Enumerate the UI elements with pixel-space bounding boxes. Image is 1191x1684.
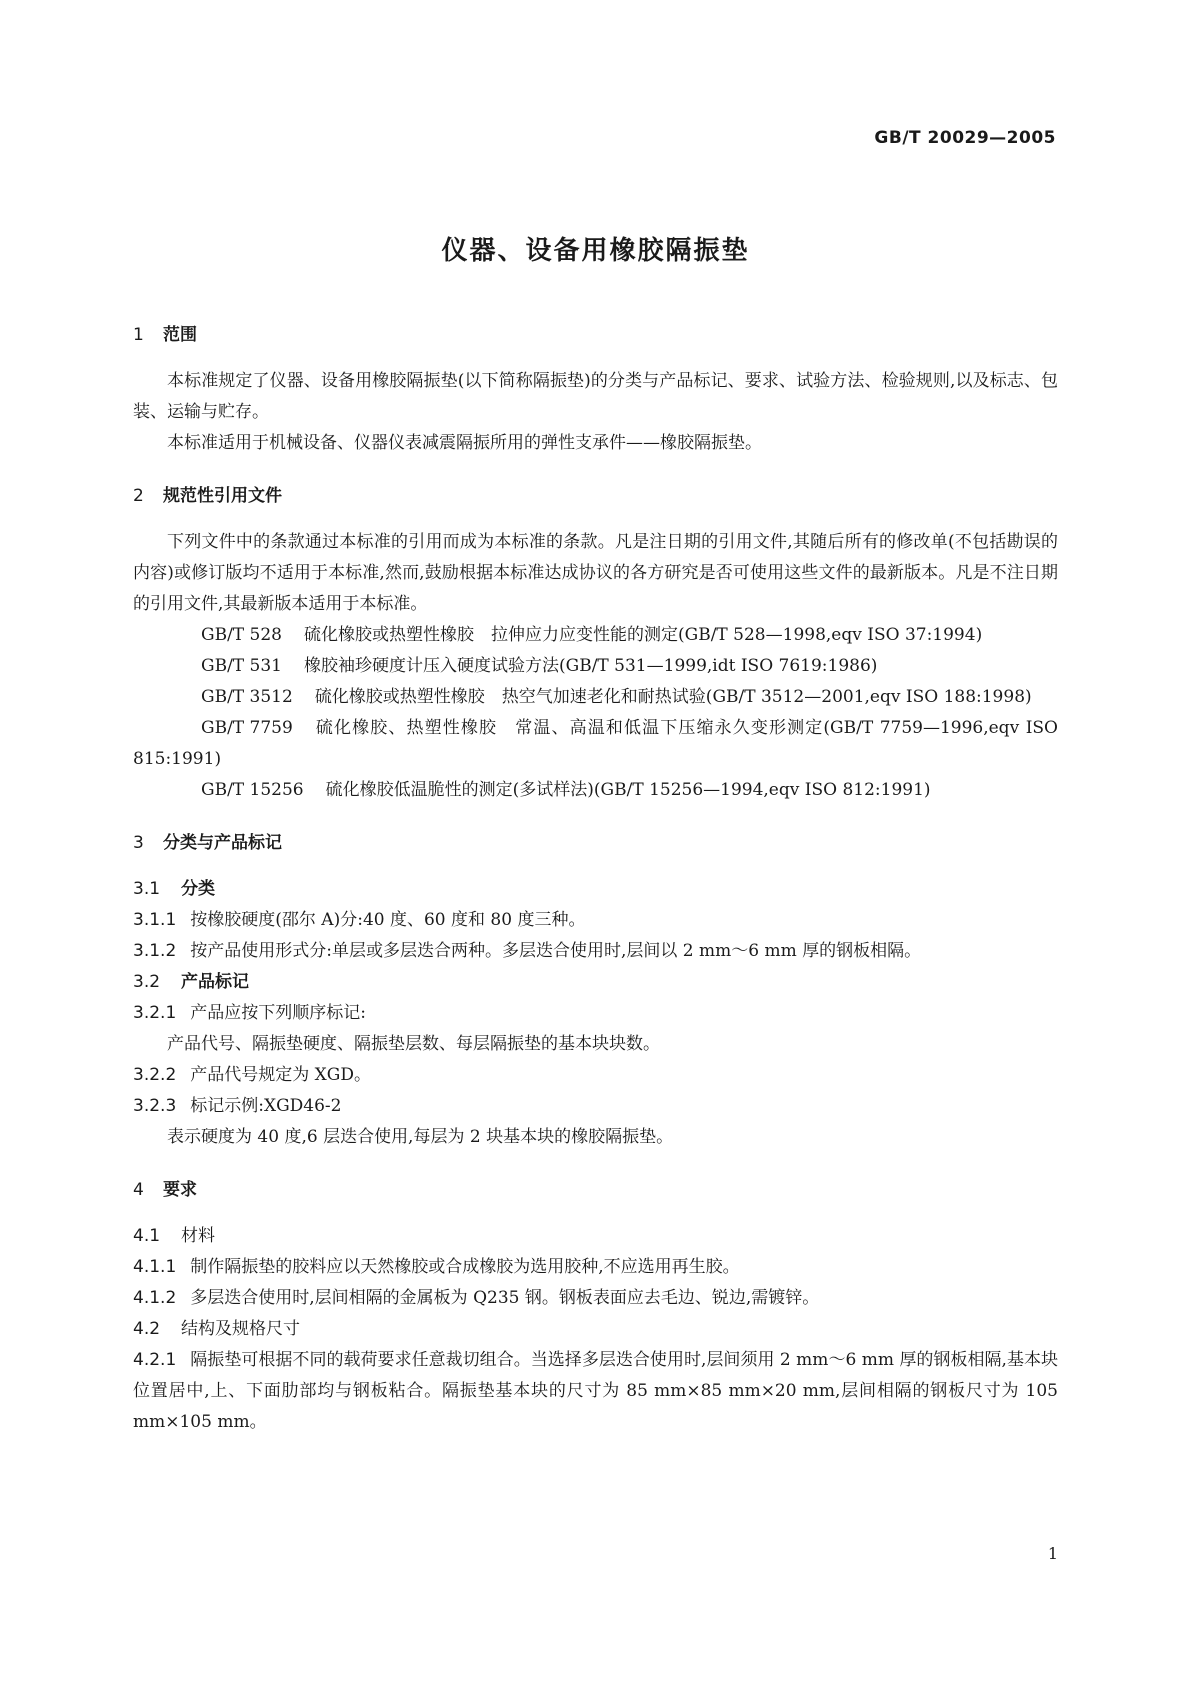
subsection-heading: 3.2 产品标记 bbox=[133, 972, 249, 992]
clause: 4.2.1 隔振垫可根据不同的载荷要求任意裁切组合。当选择多层迭合使用时,层间须用 2 mm～6 mm 厚的钢板相隔,基本块位置居中,上、下面肋部均与钢板粘合。隔振垫基本块的尺寸为 85 mm×85 mm×20 mm,层间相隔的钢板尺寸为 105 mm×105 mm。 bbox=[133, 1350, 1058, 1432]
section-heading: 2 规范性引用文件 bbox=[133, 486, 282, 506]
subsection-heading: 3.1 分类 bbox=[133, 879, 215, 899]
reference-item: GB/T 531 橡胶袖珍硬度计压入硬度试验方法(GB/T 531—1999,idt ISO 7619:1986) bbox=[201, 656, 878, 676]
paragraph: 下列文件中的条款通过本标准的引用而成为本标准的条款。凡是注日期的引用文件,其随后所有的修改单(不包括勘误的内容)或修订版均不适用于本标准,然而,鼓励根据本标准达成协议的各方研究是否可使用这些文件的最新版本。凡是不注日期的引用文件,其最新版本适用于本标准。 bbox=[133, 532, 1058, 614]
section-heading: 4 要求 bbox=[133, 1180, 197, 1200]
document-title: 仪器、设备用橡胶隔振垫 bbox=[441, 236, 750, 266]
reference-item: GB/T 7759 硫化橡胶、热塑性橡胶 常温、高温和低温下压缩永久变形测定(GB/T 7759—1996,eqv ISO 815:1991) bbox=[133, 718, 1058, 769]
clause-detail: 产品代号、隔振垫硬度、隔振垫层数、每层隔振垫的基本块块数。 bbox=[167, 1034, 660, 1054]
clause: 4.1.2 多层迭合使用时,层间相隔的金属板为 Q235 钢。钢板表面应去毛边、锐边,需镀锌。 bbox=[133, 1288, 820, 1308]
clause: 3.2.2 产品代号规定为 XGD。 bbox=[133, 1065, 371, 1085]
clause: 3.1.1 按橡胶硬度(邵尔 A)分:40 度、60 度和 80 度三种。 bbox=[133, 910, 586, 930]
clause: 3.1.2 按产品使用形式分:单层或多层迭合两种。多层迭合使用时,层间以 2 mm～6 mm 厚的钢板相隔。 bbox=[133, 941, 922, 961]
clause: 3.2.1 产品应按下列顺序标记: bbox=[133, 1003, 366, 1023]
clause: 4.1.1 制作隔振垫的胶料应以天然橡胶或合成橡胶为选用胶种,不应选用再生胶。 bbox=[133, 1257, 740, 1277]
document-body bbox=[133, 320, 1058, 1438]
clause: 3.2.3 标记示例:XGD46-2 bbox=[133, 1096, 342, 1116]
reference-item: GB/T 3512 硫化橡胶或热塑性橡胶 热空气加速老化和耐热试验(GB/T 3512—2001,eqv ISO 188:1998) bbox=[201, 687, 1032, 707]
reference-item: GB/T 528 硫化橡胶或热塑性橡胶 拉伸应力应变性能的测定(GB/T 528—1998,eqv ISO 37:1994) bbox=[201, 625, 983, 645]
standard-number: GB/T 20029—2005 bbox=[874, 128, 1056, 148]
page-number: 1 bbox=[1047, 1544, 1058, 1563]
subsection-heading: 4.1 材料 bbox=[133, 1226, 215, 1246]
reference-item: GB/T 15256 硫化橡胶低温脆性的测定(多试样法)(GB/T 15256—1994,eqv ISO 812:1991) bbox=[201, 780, 931, 800]
paragraph: 本标准适用于机械设备、仪器仪表减震隔振所用的弹性支承件——橡胶隔振垫。 bbox=[167, 433, 762, 453]
paragraph: 本标准规定了仪器、设备用橡胶隔振垫(以下简称隔振垫)的分类与产品标记、要求、试验方法、检验规则,以及标志、包装、运输与贮存。 bbox=[133, 371, 1058, 422]
clause-detail: 表示硬度为 40 度,6 层迭合使用,每层为 2 块基本块的橡胶隔振垫。 bbox=[167, 1127, 674, 1147]
section-heading: 3 分类与产品标记 bbox=[133, 833, 282, 853]
section-heading: 1 范围 bbox=[133, 325, 197, 345]
subsection-heading: 4.2 结构及规格尺寸 bbox=[133, 1319, 300, 1339]
